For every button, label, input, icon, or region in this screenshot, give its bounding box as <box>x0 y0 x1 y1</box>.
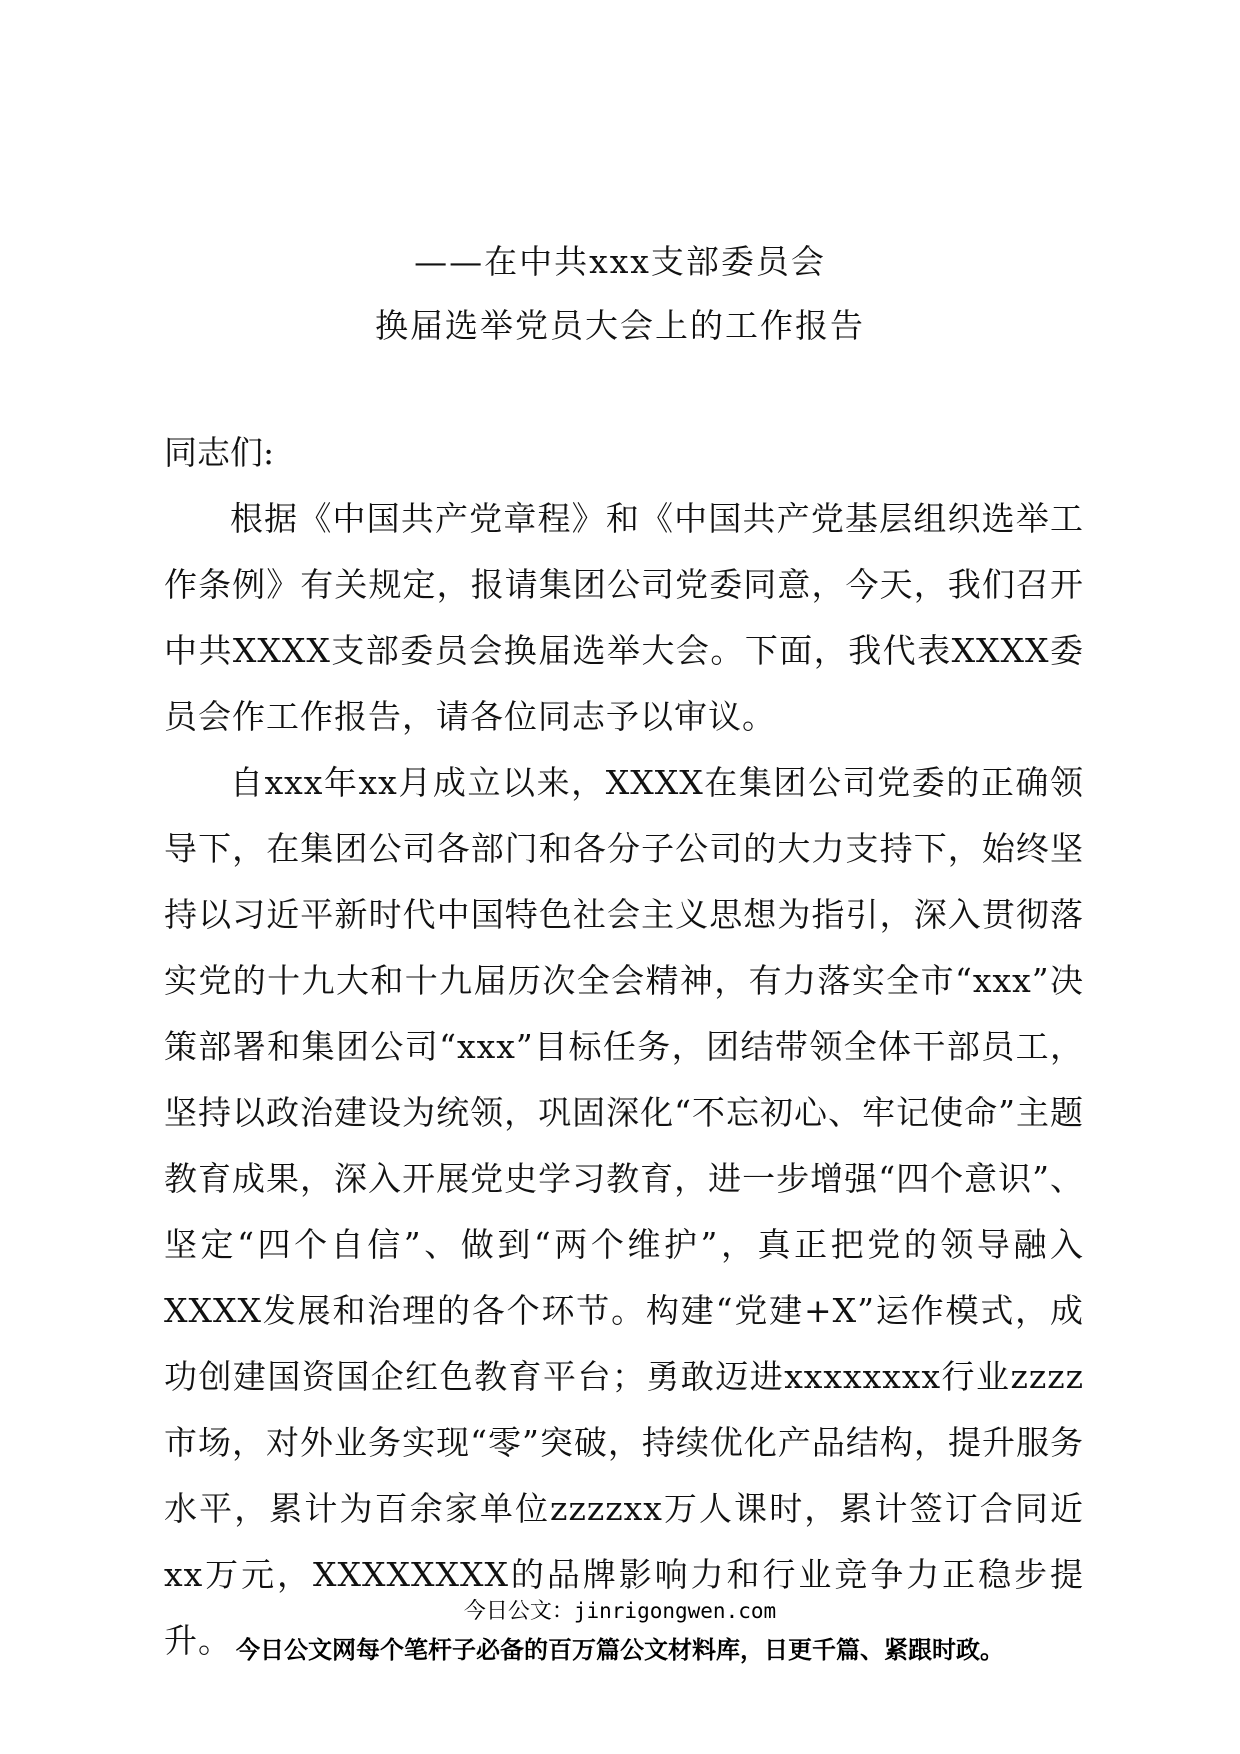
document-title-line-1: ——在中共xxx支部委员会 <box>414 242 826 281</box>
footer-site-link[interactable]: jinrigongwen.com <box>573 1599 777 1623</box>
footer-label: 今日公文： <box>463 1599 574 1624</box>
footer-slogan: 今日公文网每个笔杆子必备的百万篇公文材料库，日更千篇、紧跟时政。 <box>236 1636 1004 1664</box>
paragraph-1: 根据《中国共产党章程》和《中国共产党基层组织选举工作条例》有关规定，报请集团公司党委同意，今天，我们召开中共XXXX支部委员会换届选举大会。下面，我代表XXXX委员会作工作报告，请各位同志予以审议。 <box>164 499 1084 736</box>
document-title-line-2: 换届选举党员大会上的工作报告 <box>375 306 865 345</box>
salutation: 同志们: <box>164 433 275 472</box>
paragraph-2: 自xxx年xx月成立以来，XXXX在集团公司党委的正确领导下，在集团公司各部门和各分子公司的大力支持下，始终坚持以习近平新时代中国特色社会主义思想为指引，深入贯彻落实党的十九大和十九届历次全会精神，有力落实全市“xxx”决策部署和集团公司“xxx”目标任务，团结带领全体干部员工，坚持以政治建设为统领，巩固深化“不忘初心、牢记使命”主题教育成果，深入开展党史学习教育，进一步增强“四个意识”、坚定“四个自信”、做到“两个维护”，真正把党的领导融入XXXX发展和治理的各个环节。构建“党建+X”运作模式，成功创建国资国企红色教育平台；勇敢迈进xxxxxxxx行业zzzz市场，对外业务实现“零”突破，持续优化产品结构，提升服务水平，累计为百余家单位zzzzxx万人课时，累计签订合同近xx万元，XXXXXXXX的品牌影响力和行业竞争力正稳步提升。 <box>164 763 1084 1660</box>
footer-source-line <box>0 1594 1240 1625</box>
